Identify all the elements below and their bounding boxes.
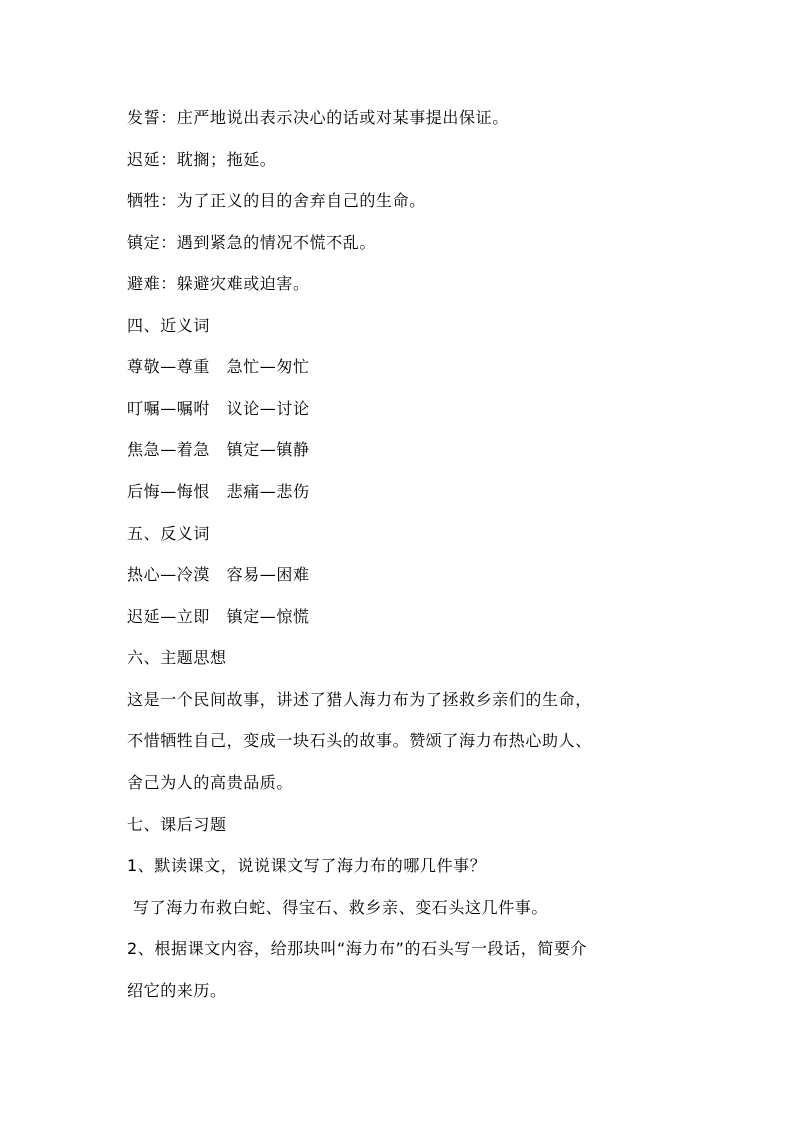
definition-binan: 避难：躲避灾难或迫害。 <box>127 274 310 293</box>
section-heading-antonyms: 五、反义词 <box>127 524 211 543</box>
synonym-pair-row: 后悔—悔恨 悲痛—悲伤 <box>127 482 310 501</box>
exercise-question-2-continued: 绍它的来历。 <box>127 981 227 1000</box>
section-heading-exercises: 七、课后习题 <box>127 815 227 834</box>
section-heading-theme: 六、主题思想 <box>127 648 227 667</box>
section-heading-synonyms: 四、近义词 <box>127 316 211 335</box>
definition-xisheng: 牺牲：为了正义的目的舍弃自己的生命。 <box>127 191 426 210</box>
exercise-question-2: 2、根据课文内容，给那块叫“海力布”的石头写一段话，简要介 <box>127 939 588 958</box>
synonym-pair-row: 叮嘱—嘱咐 议论—讨论 <box>127 399 310 418</box>
theme-paragraph-line: 这是一个民间故事，讲述了猎人海力布为了拯救乡亲们的生命， <box>127 690 592 709</box>
definition-fashi: 发誓：庄严地说出表示决心的话或对某事提出保证。 <box>127 108 509 127</box>
theme-paragraph-line: 舍己为人的高贵品质。 <box>127 773 294 792</box>
definition-chiyan: 迟延：耽搁；拖延。 <box>127 150 277 169</box>
definition-zhending: 镇定：遇到紧急的情况不慌不乱。 <box>127 233 377 252</box>
synonym-pair-row: 尊敬—尊重 急忙—匆忙 <box>127 357 310 376</box>
antonym-pair-row: 迟延—立即 镇定—惊慌 <box>127 607 310 626</box>
exercise-question-1: 1、默读课文，说说课文写了海力布的哪几件事？ <box>127 856 487 875</box>
exercise-answer-1: 写了海力布救白蛇、得宝石、救乡亲、变石头这几件事。 <box>133 898 549 917</box>
antonym-pair-row: 热心—冷漠 容易—困难 <box>127 565 310 584</box>
synonym-pair-row: 焦急—着急 镇定—镇静 <box>127 440 310 459</box>
theme-paragraph-line: 不惜牺牲自己，变成一块石头的故事。赞颂了海力布热心助人、 <box>127 731 592 750</box>
